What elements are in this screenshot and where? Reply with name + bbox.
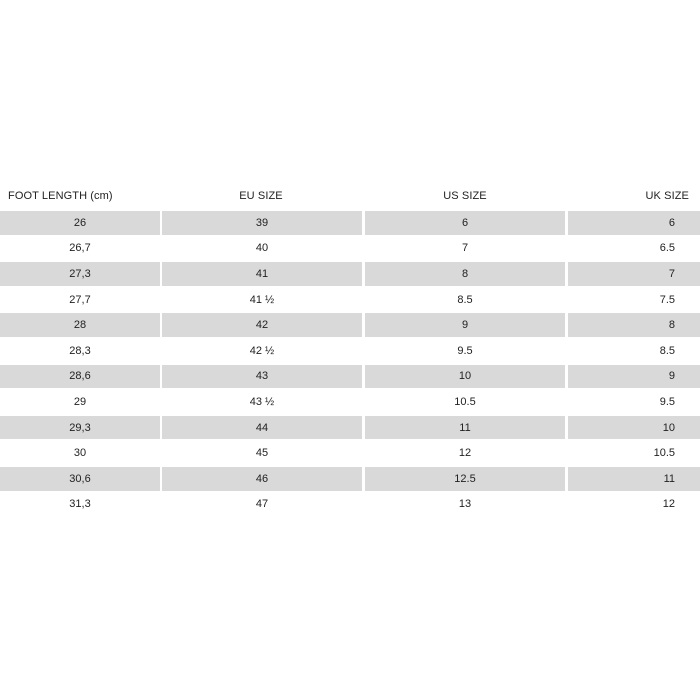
- cell-us-size: 12: [458, 447, 472, 460]
- header-uk-size: UK SIZE: [645, 190, 689, 202]
- cell-eu-size: 39: [162, 211, 362, 235]
- table-header-row: [0, 184, 700, 210]
- cell-uk-size: 7: [568, 262, 700, 286]
- cell-eu-size: 41 ½: [249, 293, 275, 306]
- cell-uk-size: 11: [568, 467, 700, 491]
- cell-foot-length: 30: [73, 447, 87, 460]
- cell-foot-length: 29,3: [0, 416, 160, 440]
- cell-eu-size: 43 ½: [249, 395, 275, 408]
- cell-us-size: 10: [365, 365, 565, 389]
- table-row: [0, 261, 700, 287]
- header-foot-length: FOOT LENGTH (cm): [8, 190, 113, 202]
- table-row: [0, 364, 700, 390]
- table-row: [0, 440, 700, 466]
- cell-us-size: 9.5: [457, 344, 473, 357]
- cell-eu-size: 47: [255, 498, 269, 511]
- cell-us-size: 10.5: [454, 395, 476, 408]
- cell-foot-length: 28,3: [69, 344, 91, 357]
- cell-uk-size: 7.5: [659, 293, 675, 306]
- header-eu-size: EU SIZE: [239, 190, 283, 202]
- cell-us-size: 7: [461, 242, 469, 255]
- cell-uk-size: 8.5: [659, 344, 675, 357]
- cell-uk-size: 6.5: [659, 242, 675, 255]
- cell-foot-length: 26: [0, 211, 160, 235]
- cell-eu-size: 42 ½: [249, 344, 275, 357]
- cell-us-size: 6: [365, 211, 565, 235]
- cell-eu-size: 40: [255, 242, 269, 255]
- cell-foot-length: 28,6: [0, 365, 160, 389]
- cell-eu-size: 46: [162, 467, 362, 491]
- cell-us-size: 8.5: [457, 293, 473, 306]
- table-row: [0, 389, 700, 415]
- table-row: [0, 466, 700, 492]
- table-body: [0, 210, 700, 517]
- cell-us-size: 9: [365, 313, 565, 337]
- cell-uk-size: 10.5: [653, 447, 675, 460]
- cell-foot-length: 28: [0, 313, 160, 337]
- table-row: [0, 236, 700, 262]
- cell-foot-length: 26,7: [69, 242, 91, 255]
- cell-us-size: 11: [365, 416, 565, 440]
- cell-uk-size: 6: [568, 211, 700, 235]
- table-row: [0, 492, 700, 518]
- cell-us-size: 8: [365, 262, 565, 286]
- cell-uk-size: 8: [568, 313, 700, 337]
- cell-foot-length: 31,3: [69, 498, 91, 511]
- cell-eu-size: 45: [255, 447, 269, 460]
- table-row: [0, 287, 700, 313]
- cell-foot-length: 27,3: [0, 262, 160, 286]
- cell-us-size: 12.5: [365, 467, 565, 491]
- size-chart-table: [0, 184, 700, 517]
- cell-uk-size: 9.5: [659, 395, 675, 408]
- table-row: [0, 210, 700, 236]
- table-row: [0, 312, 700, 338]
- cell-eu-size: 41: [162, 262, 362, 286]
- cell-uk-size: 10: [568, 416, 700, 440]
- cell-eu-size: 43: [162, 365, 362, 389]
- cell-uk-size: 12: [662, 498, 675, 511]
- cell-eu-size: 42: [162, 313, 362, 337]
- cell-uk-size: 9: [568, 365, 700, 389]
- cell-foot-length: 30,6: [0, 467, 160, 491]
- table-row: [0, 338, 700, 364]
- cell-foot-length: 29: [73, 395, 87, 408]
- cell-foot-length: 27,7: [69, 293, 91, 306]
- cell-us-size: 13: [458, 498, 472, 511]
- header-us-size: US SIZE: [443, 190, 487, 202]
- table-row: [0, 415, 700, 441]
- cell-eu-size: 44: [162, 416, 362, 440]
